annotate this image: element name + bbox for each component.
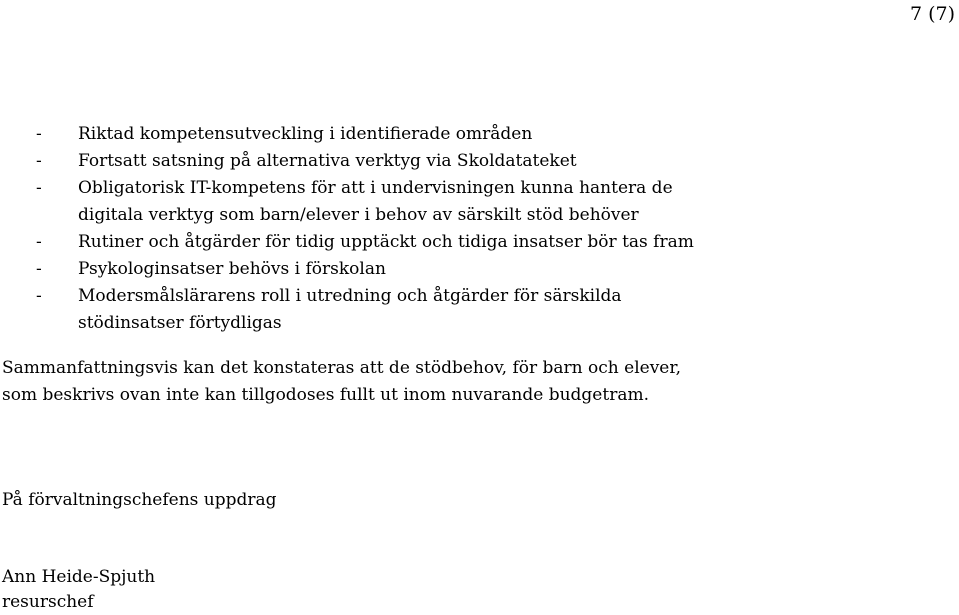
list-item bbox=[36, 175, 694, 229]
bullet-list bbox=[36, 121, 694, 337]
bullet-dash: - bbox=[36, 178, 42, 198]
bullet-line: digitala verktyg som barn/elever i behov av särskilt stöd behöver bbox=[78, 205, 639, 225]
bullet-line: Obligatorisk IT-kompetens för att i undervisningen kunna hantera de bbox=[78, 178, 673, 198]
bullet-line: Riktad kompetensutveckling i identifierade områden bbox=[78, 124, 533, 144]
bullet-text bbox=[78, 229, 694, 256]
bullet-text bbox=[78, 148, 577, 175]
bullet-line: Rutiner och åtgärder för tidig upptäckt och tidiga insatser bör tas fram bbox=[78, 232, 694, 252]
summary-line: Sammanfattningsvis kan det konstateras att de stödbehov, för barn och elever, bbox=[2, 358, 682, 378]
signature-title: resurschef bbox=[2, 592, 94, 612]
summary-line: som beskrivs ovan inte kan tillgodoses fullt ut inom nuvarande budgetram. bbox=[2, 385, 649, 405]
bullet-dash: - bbox=[36, 286, 42, 306]
bullet-text bbox=[78, 256, 386, 283]
list-item bbox=[36, 121, 694, 148]
list-item bbox=[36, 256, 694, 283]
list-item bbox=[36, 229, 694, 256]
bullet-line: Modersmålslärarens roll i utredning och åtgärder för särskilda bbox=[78, 286, 622, 306]
signature-block bbox=[2, 565, 155, 615]
list-item bbox=[36, 283, 694, 337]
assignment-line: På förvaltningschefens uppdrag bbox=[2, 490, 277, 510]
bullet-dash: - bbox=[36, 151, 42, 171]
bullet-line: Fortsatt satsning på alternativa verktyg via Skoldatateket bbox=[78, 151, 577, 171]
bullet-dash: - bbox=[36, 259, 42, 279]
bullet-text bbox=[78, 283, 622, 337]
bullet-dash: - bbox=[36, 124, 42, 144]
list-item bbox=[36, 148, 694, 175]
signature-name: Ann Heide-Spjuth bbox=[2, 567, 156, 587]
page-number: 7 (7) bbox=[909, 3, 955, 25]
bullet-line: Psykologinsatser behövs i förskolan bbox=[78, 259, 386, 279]
bullet-text bbox=[78, 175, 673, 229]
summary-paragraph bbox=[2, 355, 952, 409]
bullet-text bbox=[78, 121, 532, 148]
bullet-dash: - bbox=[36, 232, 42, 252]
bullet-line: stödinsatser förtydligas bbox=[78, 313, 282, 333]
